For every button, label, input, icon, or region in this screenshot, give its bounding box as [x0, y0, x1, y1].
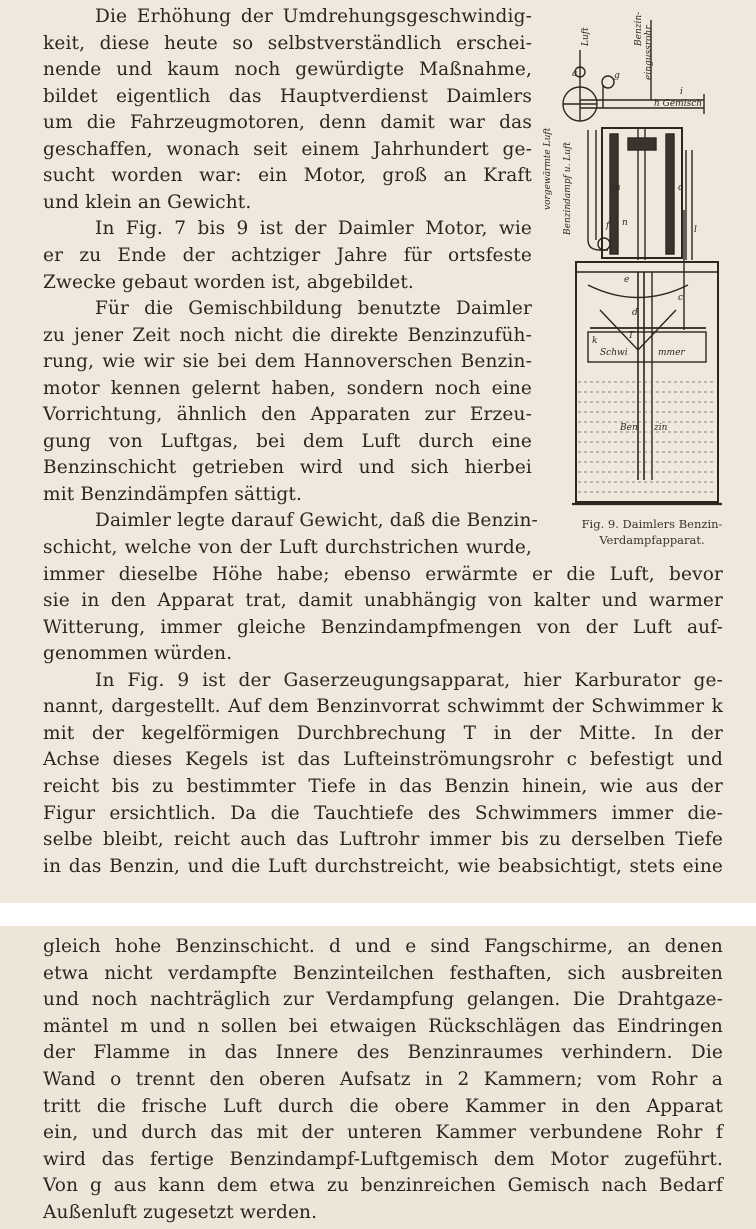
label-benzin-einguss-2: eingussrohr	[644, 25, 654, 80]
text-line: mit der kegelförmigen Durchbrechung T in der Mitte. In der	[43, 722, 723, 744]
text-line: wird das fertige Benzindampf-Luftgemisch dem Motor zugeführt.	[43, 1148, 723, 1170]
text-line: sucht worden war: ein Motor, groß an Kraft	[43, 165, 532, 187]
text-line: zu jener Zeit noch nicht die direkte Benzinzufüh-	[43, 324, 532, 346]
figure-caption-line-2: Verdampfapparat.	[599, 533, 705, 547]
text-line: Von g aus kann dem etwa zu benzinreichen Gemisch nach Bedarf	[43, 1175, 723, 1197]
text-line: Außenluft zugesetzt werden.	[43, 1202, 318, 1223]
label-o: o	[678, 183, 684, 193]
text-line: reicht bis zu bestimmter Tiefe in das Benzin hinein, wie aus der	[43, 775, 723, 797]
label-schwimmer-right: mmer	[658, 348, 685, 358]
text-line: Zwecke gebaut worden ist, abgebildet.	[43, 271, 414, 293]
text-line: etwa nicht verdampfte Benzinteilchen festhaften, sich ausbreiten	[43, 962, 723, 984]
label-k: k	[592, 336, 598, 346]
label-m: m	[612, 183, 621, 193]
text-line: Achse dieses Kegels ist das Lufteinströmungsrohr c befestigt und	[43, 749, 723, 771]
text-line: bildet eigentlich das Hauptverdienst Daimlers	[43, 85, 532, 107]
label-d: d	[632, 308, 638, 318]
text-line: mäntel m und n sollen bei etwaigen Rückschlägen das Eindringen	[43, 1015, 723, 1037]
label-f: f	[606, 221, 610, 231]
text-line: Figur ersichtlich. Da die Tauchtiefe des Schwimmers immer die-	[43, 802, 723, 824]
label-c: c	[678, 293, 684, 303]
text-line: genommen würden.	[43, 643, 233, 665]
label-benzindampf-luft: Benzindampf u. Luft	[563, 141, 573, 235]
label-T: T	[628, 331, 635, 341]
text-line: in das Benzin, und die Luft durchstreicht, wie beabsichtigt, stets eine	[43, 855, 723, 877]
label-e: e	[624, 275, 630, 285]
text-line: nende und kaum noch gewürdigte Maßnahme,	[43, 59, 532, 81]
text-line: schicht, welche von der Luft durchstrichen wurde,	[43, 537, 532, 558]
text-line: mit Benzindämpfen sättigt.	[43, 483, 303, 505]
text-line: der Flamme in das Innere des Benzinraumes verhindern. Die	[43, 1042, 723, 1064]
figure-caption-line-1: Fig. 9. Daimlers Benzin-	[581, 517, 723, 531]
text-line: er zu Ende der achtziger Jahre für ortsfeste	[43, 244, 532, 266]
page-bottom-scan	[0, 926, 756, 1229]
figure-9-carburetor-diagram	[528, 10, 738, 540]
label-benzin-left: Ben	[620, 423, 638, 433]
text-line: Benzinschicht getrieben wird und sich hierbei	[43, 457, 532, 479]
text-line: In Fig. 9 ist der Gaserzeugungsapparat, hier Karburator ge-	[95, 669, 723, 691]
text-line: geschaffen, wonach seit einem Jahrhundert ge-	[43, 138, 532, 160]
text-line: motor kennen gelernt haben, sondern noch eine	[43, 377, 532, 399]
label-benzin-right: zin	[654, 423, 668, 433]
text-line: gleich hohe Benzinschicht. d und e sind Fangschirme, an denen	[43, 936, 723, 957]
text-line: sie in den Apparat trat, damit unabhängig von kalter und warmer	[43, 590, 723, 612]
text-line: Witterung, immer gleiche Benzindampfmengen von der Luft auf-	[43, 616, 723, 638]
text-line: Daimler legte darauf Gewicht, daß die Benzin-	[95, 510, 538, 532]
text-line: keit, diese heute so selbstverständlich erschei-	[43, 32, 532, 54]
label-benzin-einguss-1: Benzin-	[634, 11, 644, 46]
text-line: rung, wie wir sie bei dem Hannoverschen Benzin-	[43, 351, 532, 373]
label-a: a	[572, 69, 578, 79]
text-line: selbe bleibt, reicht auch das Luftrohr immer bis zu derselben Tiefe	[43, 829, 723, 851]
text-line: und klein an Gewicht.	[43, 191, 252, 213]
label-n: n	[622, 218, 628, 228]
text-line: Für die Gemischbildung benutzte Daimler	[95, 298, 532, 320]
text-line: tritt die frische Luft durch die obere Kammer in den Apparat	[43, 1095, 723, 1117]
text-line: nannt, dargestellt. Auf dem Benzinvorrat schwimmt der Schwimmer k	[43, 696, 723, 718]
text-line: gung von Luftgas, bei dem Luft durch eine	[43, 430, 532, 452]
text-line: ein, und durch das mit der unteren Kammer verbundene Rohr f	[43, 1122, 723, 1144]
label-schwimmer-left: Schwi	[600, 348, 628, 358]
text-line: Vorrichtung, ähnlich den Apparaten zur Erzeu-	[43, 404, 532, 426]
label-g: g	[614, 71, 620, 81]
label-gemisch: h Gemisch	[654, 99, 703, 109]
label-luft: Luft	[581, 27, 591, 46]
text-line: und noch nachträglich zur Verdampfung gelangen. Die Drahtgaze-	[43, 989, 723, 1011]
text-line: um die Fahrzeugmotoren, denn damit war das	[43, 112, 532, 134]
label-l: l	[694, 225, 697, 235]
label-i: i	[680, 87, 683, 97]
text-line: In Fig. 7 bis 9 ist der Daimler Motor, wie	[95, 218, 532, 240]
text-line: immer dieselbe Höhe habe; ebenso erwärmte er die Luft, bevor	[43, 563, 723, 585]
text-line: Wand o trennt den oberen Aufsatz in 2 Kammern; vom Rohr a	[43, 1069, 723, 1090]
label-vorgewaermte-luft: vorgewärmte Luft	[543, 127, 553, 210]
text-line: Die Erhöhung der Umdrehungsgeschwindig-	[95, 6, 532, 27]
